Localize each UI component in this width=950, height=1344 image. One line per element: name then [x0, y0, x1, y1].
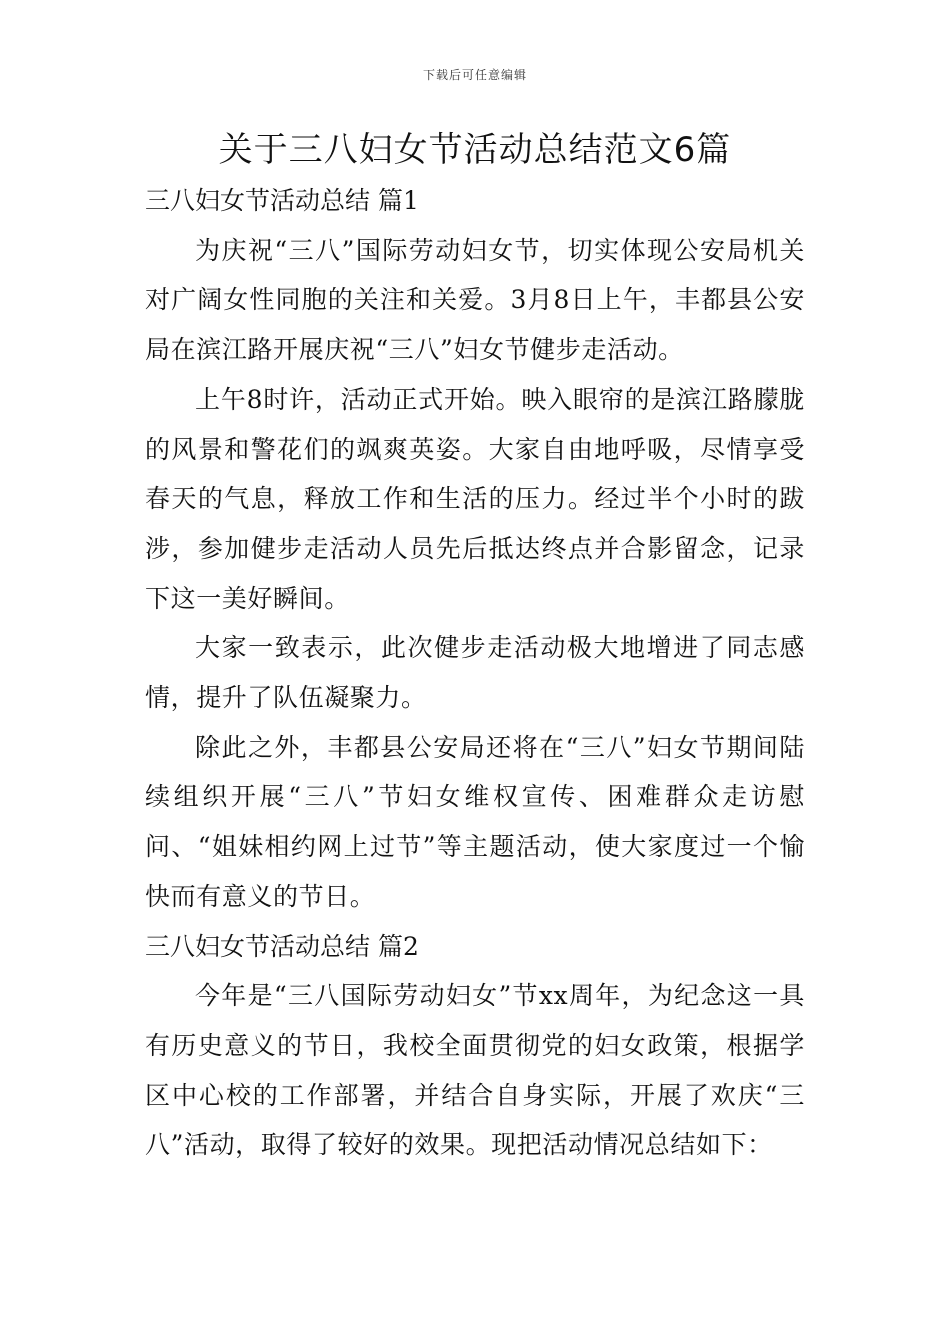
paragraph: 大家一致表示，此次健步走活动极大地增进了同志感情，提升了队伍凝聚力。: [145, 633, 805, 713]
paragraph: 除此之外，丰都县公安局还将在“三八”妇女节期间陆续组织开展“三八”节妇女维权宣传、困难群众走访慰问、“姐妹相约网上过节”等主题活动，使大家度过一个愉快而有意义的节日。: [145, 732, 805, 911]
header-note: 下载后可任意编辑: [422, 68, 527, 82]
document-body: [145, 176, 805, 1170]
section-heading-1: 三八妇女节活动总结 篇1: [145, 186, 419, 215]
paragraph: 为庆祝“三八”国际劳动妇女节，切实体现公安局机关对广阔女性同胞的关注和关爱。3月8日上午，丰都县公安局在滨江路开展庆祝“三八”妇女节健步走活动。: [145, 235, 805, 365]
section-heading-2: 三八妇女节活动总结 篇2: [145, 931, 419, 961]
document-title: 关于三八妇女节活动总结范文6篇: [218, 130, 732, 170]
paragraph: 今年是“三八国际劳动妇女”节xx周年，为纪念这一具有历史意义的节日，我校全面贯彻党的妇女政策，根据学区中心校的工作部署，并结合自身实际，开展了欢庆“三八”活动，取得了较好的效果。现把活动情况总结如下：: [145, 981, 805, 1160]
paragraph: 上午8时许，活动正式开始。映入眼帘的是滨江路朦胧的风景和警花们的飒爽英姿。大家自由地呼吸，尽情享受春天的气息，释放工作和生活的压力。经过半个小时的跋涉，参加健步走活动人员先后抵达终点并合影留念，记录下这一美好瞬间。: [145, 384, 805, 613]
